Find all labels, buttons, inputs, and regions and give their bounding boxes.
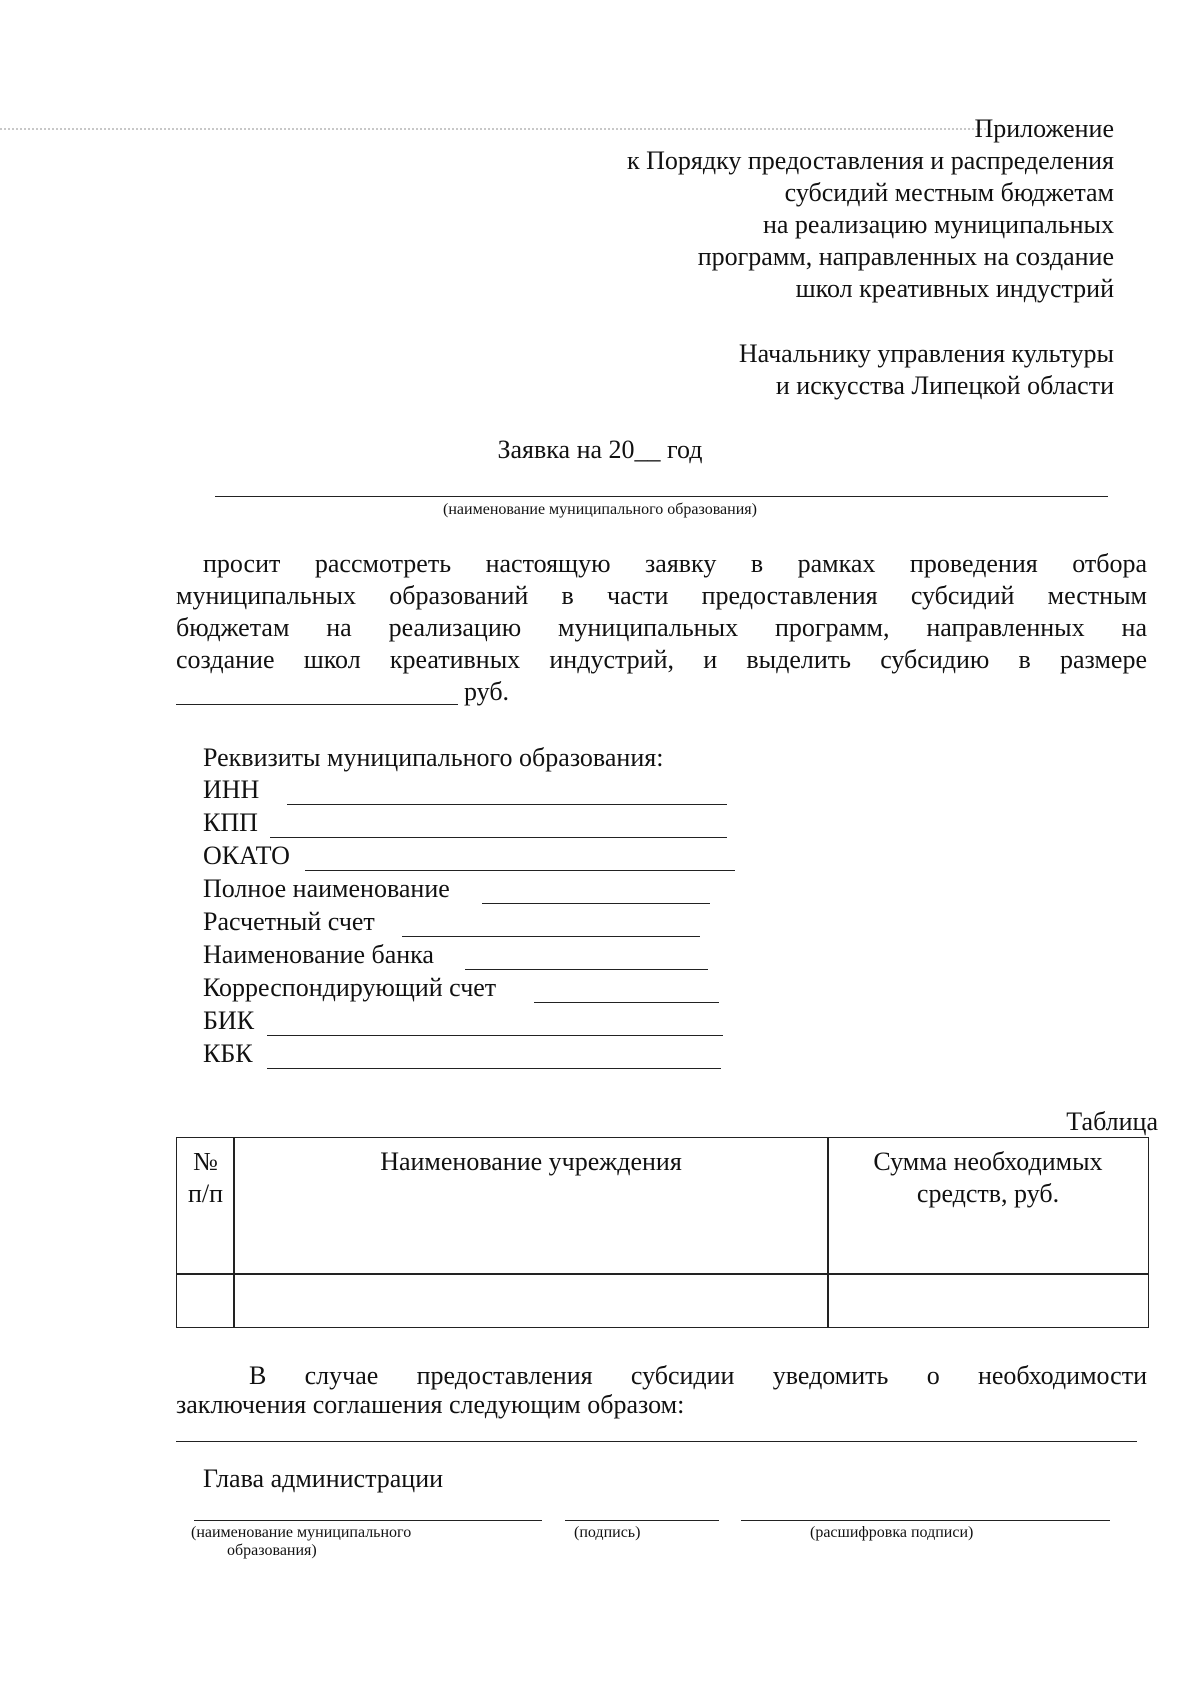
signature-line[interactable] <box>565 1520 719 1521</box>
header-line: школ креативных индустрий <box>795 274 1114 303</box>
bank-field[interactable] <box>465 969 708 970</box>
header-line: Приложение <box>974 114 1114 143</box>
table-header-number <box>176 1137 235 1275</box>
table-header-sum-line2: средств, руб. <box>916 1179 1060 1208</box>
table-caption: Таблица <box>1066 1107 1158 1136</box>
account-label: Расчетный счет <box>203 907 375 936</box>
municipality-name-line[interactable] <box>215 496 1108 497</box>
kbk-field[interactable] <box>267 1068 721 1069</box>
table-header-sum <box>827 1137 1149 1275</box>
request-line: просит рассмотреть настоящую заявку в рамках проведения отбора <box>203 549 1147 578</box>
table-cell-number[interactable] <box>176 1273 235 1328</box>
head-of-administration-label: Глава администрации <box>203 1464 444 1493</box>
caption-municipality-line1: (наименование муниципального <box>191 1524 412 1541</box>
table-cell-name[interactable] <box>233 1273 829 1328</box>
table-header-number-line1: № <box>193 1147 218 1176</box>
kpp-label: КПП <box>203 808 258 837</box>
caption-decoding: (расшифровка подписи) <box>810 1524 974 1541</box>
bik-field[interactable] <box>267 1035 723 1036</box>
amount-currency: руб. <box>464 677 510 706</box>
scan-artifact <box>0 128 990 133</box>
request-line: бюджетам на реализацию муниципальных программ, направленных на <box>176 613 1147 642</box>
notice-line: заключения соглашения следующим образом: <box>176 1390 685 1419</box>
full-name-field[interactable] <box>482 903 710 904</box>
table-header-number-line2: п/п <box>187 1179 224 1208</box>
table-header-name-text: Наименование учреждения <box>380 1147 682 1176</box>
signature-decoding-line[interactable] <box>741 1520 1110 1521</box>
table-cell-sum[interactable] <box>827 1273 1149 1328</box>
header-line: к Порядку предоставления и распределения <box>626 146 1114 175</box>
kbk-label: КБК <box>203 1039 253 1068</box>
header-line: программ, направленных на создание <box>697 242 1114 271</box>
corr-account-label: Корреспондирующий счет <box>203 973 497 1002</box>
requisites-heading: Реквизиты муниципального образования: <box>203 743 664 772</box>
notice-field-line[interactable] <box>176 1441 1137 1442</box>
kpp-field[interactable] <box>270 837 727 838</box>
account-field[interactable] <box>402 936 700 937</box>
request-line: создание школ креативных индустрий, и выделить субсидию в размере <box>176 645 1147 674</box>
header-line: субсидий местным бюджетам <box>784 178 1114 207</box>
okato-label: ОКАТО <box>203 841 290 870</box>
subsidy-amount-line[interactable] <box>176 704 458 705</box>
document-title: Заявка на 20__ год <box>497 435 703 464</box>
table-header-name <box>233 1137 829 1275</box>
full-name-label: Полное наименование <box>203 874 450 903</box>
header-line: на реализацию муниципальных <box>762 210 1114 239</box>
inn-label: ИНН <box>203 775 260 804</box>
caption-municipality-line2: образования) <box>227 1542 317 1559</box>
municipality-caption: (наименование муниципального образования) <box>443 501 757 518</box>
inn-field[interactable] <box>287 804 727 805</box>
addressee-line: Начальнику управления культуры <box>738 339 1114 368</box>
notice-line: В случае предоставления субсидии уведомить о необходимости <box>249 1361 1147 1390</box>
addressee-line: и искусства Липецкой области <box>775 371 1114 400</box>
bank-label: Наименование банка <box>203 940 434 969</box>
caption-signature: (подпись) <box>574 1524 641 1541</box>
request-line: муниципальных образований в части предоставления субсидий местным <box>176 581 1147 610</box>
signature-municipality-line[interactable] <box>194 1520 542 1521</box>
table-header-sum-line1: Сумма необходимых <box>873 1147 1103 1176</box>
okato-field[interactable] <box>305 870 735 871</box>
corr-account-field[interactable] <box>534 1002 719 1003</box>
bik-label: БИК <box>203 1006 255 1035</box>
